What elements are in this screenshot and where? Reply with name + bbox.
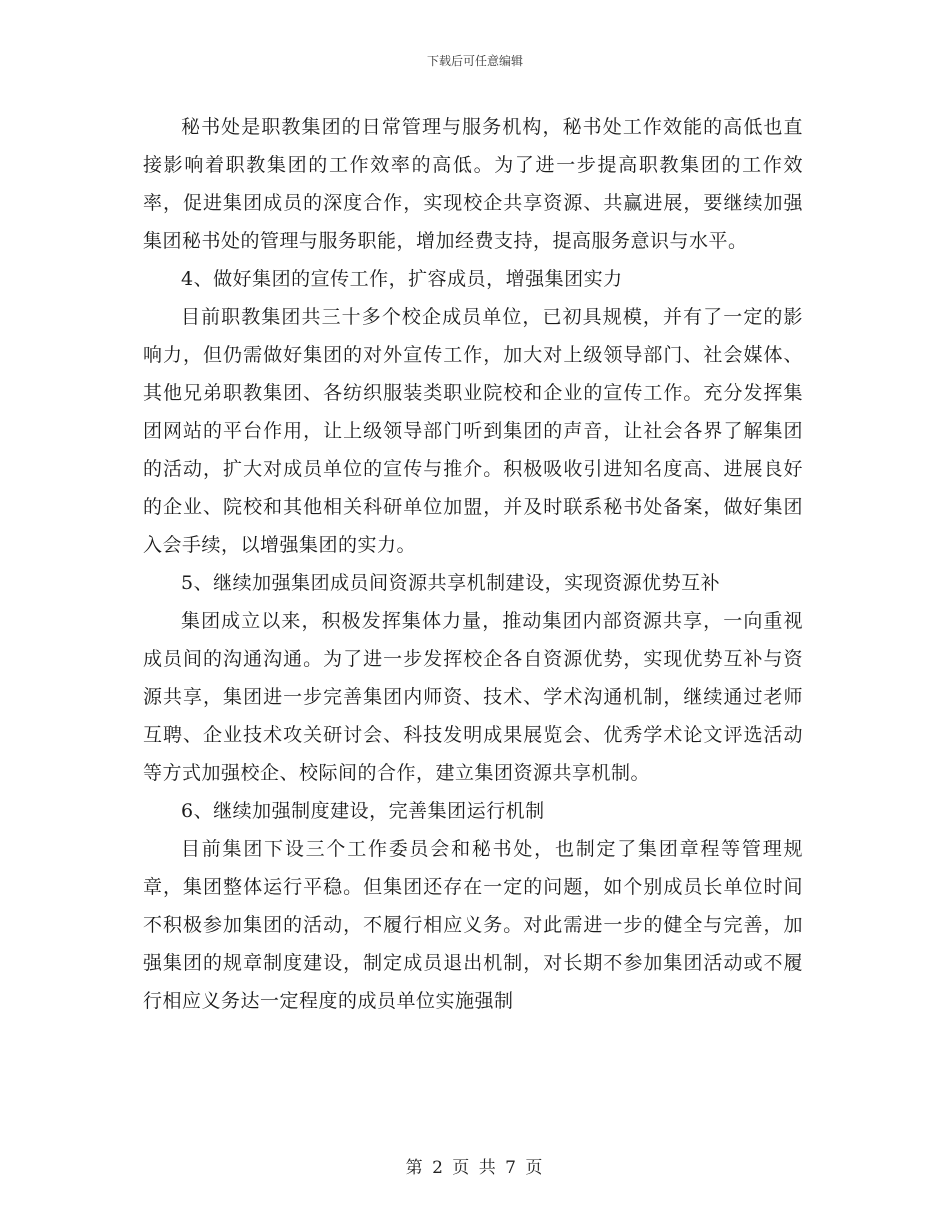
- paragraph-institution-building: 目前集团下设三个工作委员会和秘书处，也制定了集团章程等管理规章，集团整体运行平稳。但集团还存在一定的问题，如个别成员长单位时间不积极参加集团的活动，不履行相应义务。对此需进一步的健全与完善，加强集团的规章制度建设，制定成员退出机制，对长期不参加集团活动或不履行相应义务达一定程度的成员单位实施强制: [143, 838, 803, 1012]
- page-footer: 第 2 页 共 7 页: [405, 1158, 545, 1178]
- page-header: 下载后可任意编辑: [426, 54, 523, 68]
- heading-item-4: 4、做好集团的宣传工作，扩容成员，增强集团实力: [181, 268, 623, 290]
- document-body: [143, 108, 803, 1020]
- paragraph-publicity: 目前职教集团共三十多个校企成员单位，已初具规模，并有了一定的影响力，但仍需做好集团的对外宣传工作，加大对上级领导部门、社会媒体、其他兄弟职教集团、各纺织服装类职业院校和企业的宣传工作。充分发挥集团网站的平台作用，让上级领导部门听到集团的声音，让社会各界了解集团的活动，扩大对成员单位的宣传与推介。积极吸收引进知名度高、进展良好的企业、院校和其他相关科研单位加盟，并及时联系秘书处备案，做好集团入会手续，以增强集团的实力。: [143, 306, 803, 556]
- heading-item-5: 5、继续加强集团成员间资源共享机制建设，实现资源优势互补: [181, 572, 721, 594]
- paragraph-resource-sharing: 集团成立以来，积极发挥集体力量，推动集团内部资源共享，一向重视成员间的沟通沟通。为了进一步发挥校企各自资源优势，实现优势互补与资源共享，集团进一步完善集团内师资、技术、学术沟通机制，继续通过老师互聘、企业技术攻关研讨会、科技发明成果展览会、优秀学术论文评选活动等方式加强校企、校际间的合作，建立集团资源共享机制。: [143, 610, 803, 784]
- heading-item-6: 6、继续加强制度建设，完善集团运行机制: [181, 800, 545, 822]
- paragraph-secretariat: 秘书处是职教集团的日常管理与服务机构，秘书处工作效能的高低也直接影响着职教集团的工作效率的高低。为了进一步提高职教集团的工作效率，促进集团成员的深度合作，实现校企共享资源、共赢进展，要继续加强集团秘书处的管理与服务职能，增加经费支持，提高服务意识与水平。: [143, 116, 803, 252]
